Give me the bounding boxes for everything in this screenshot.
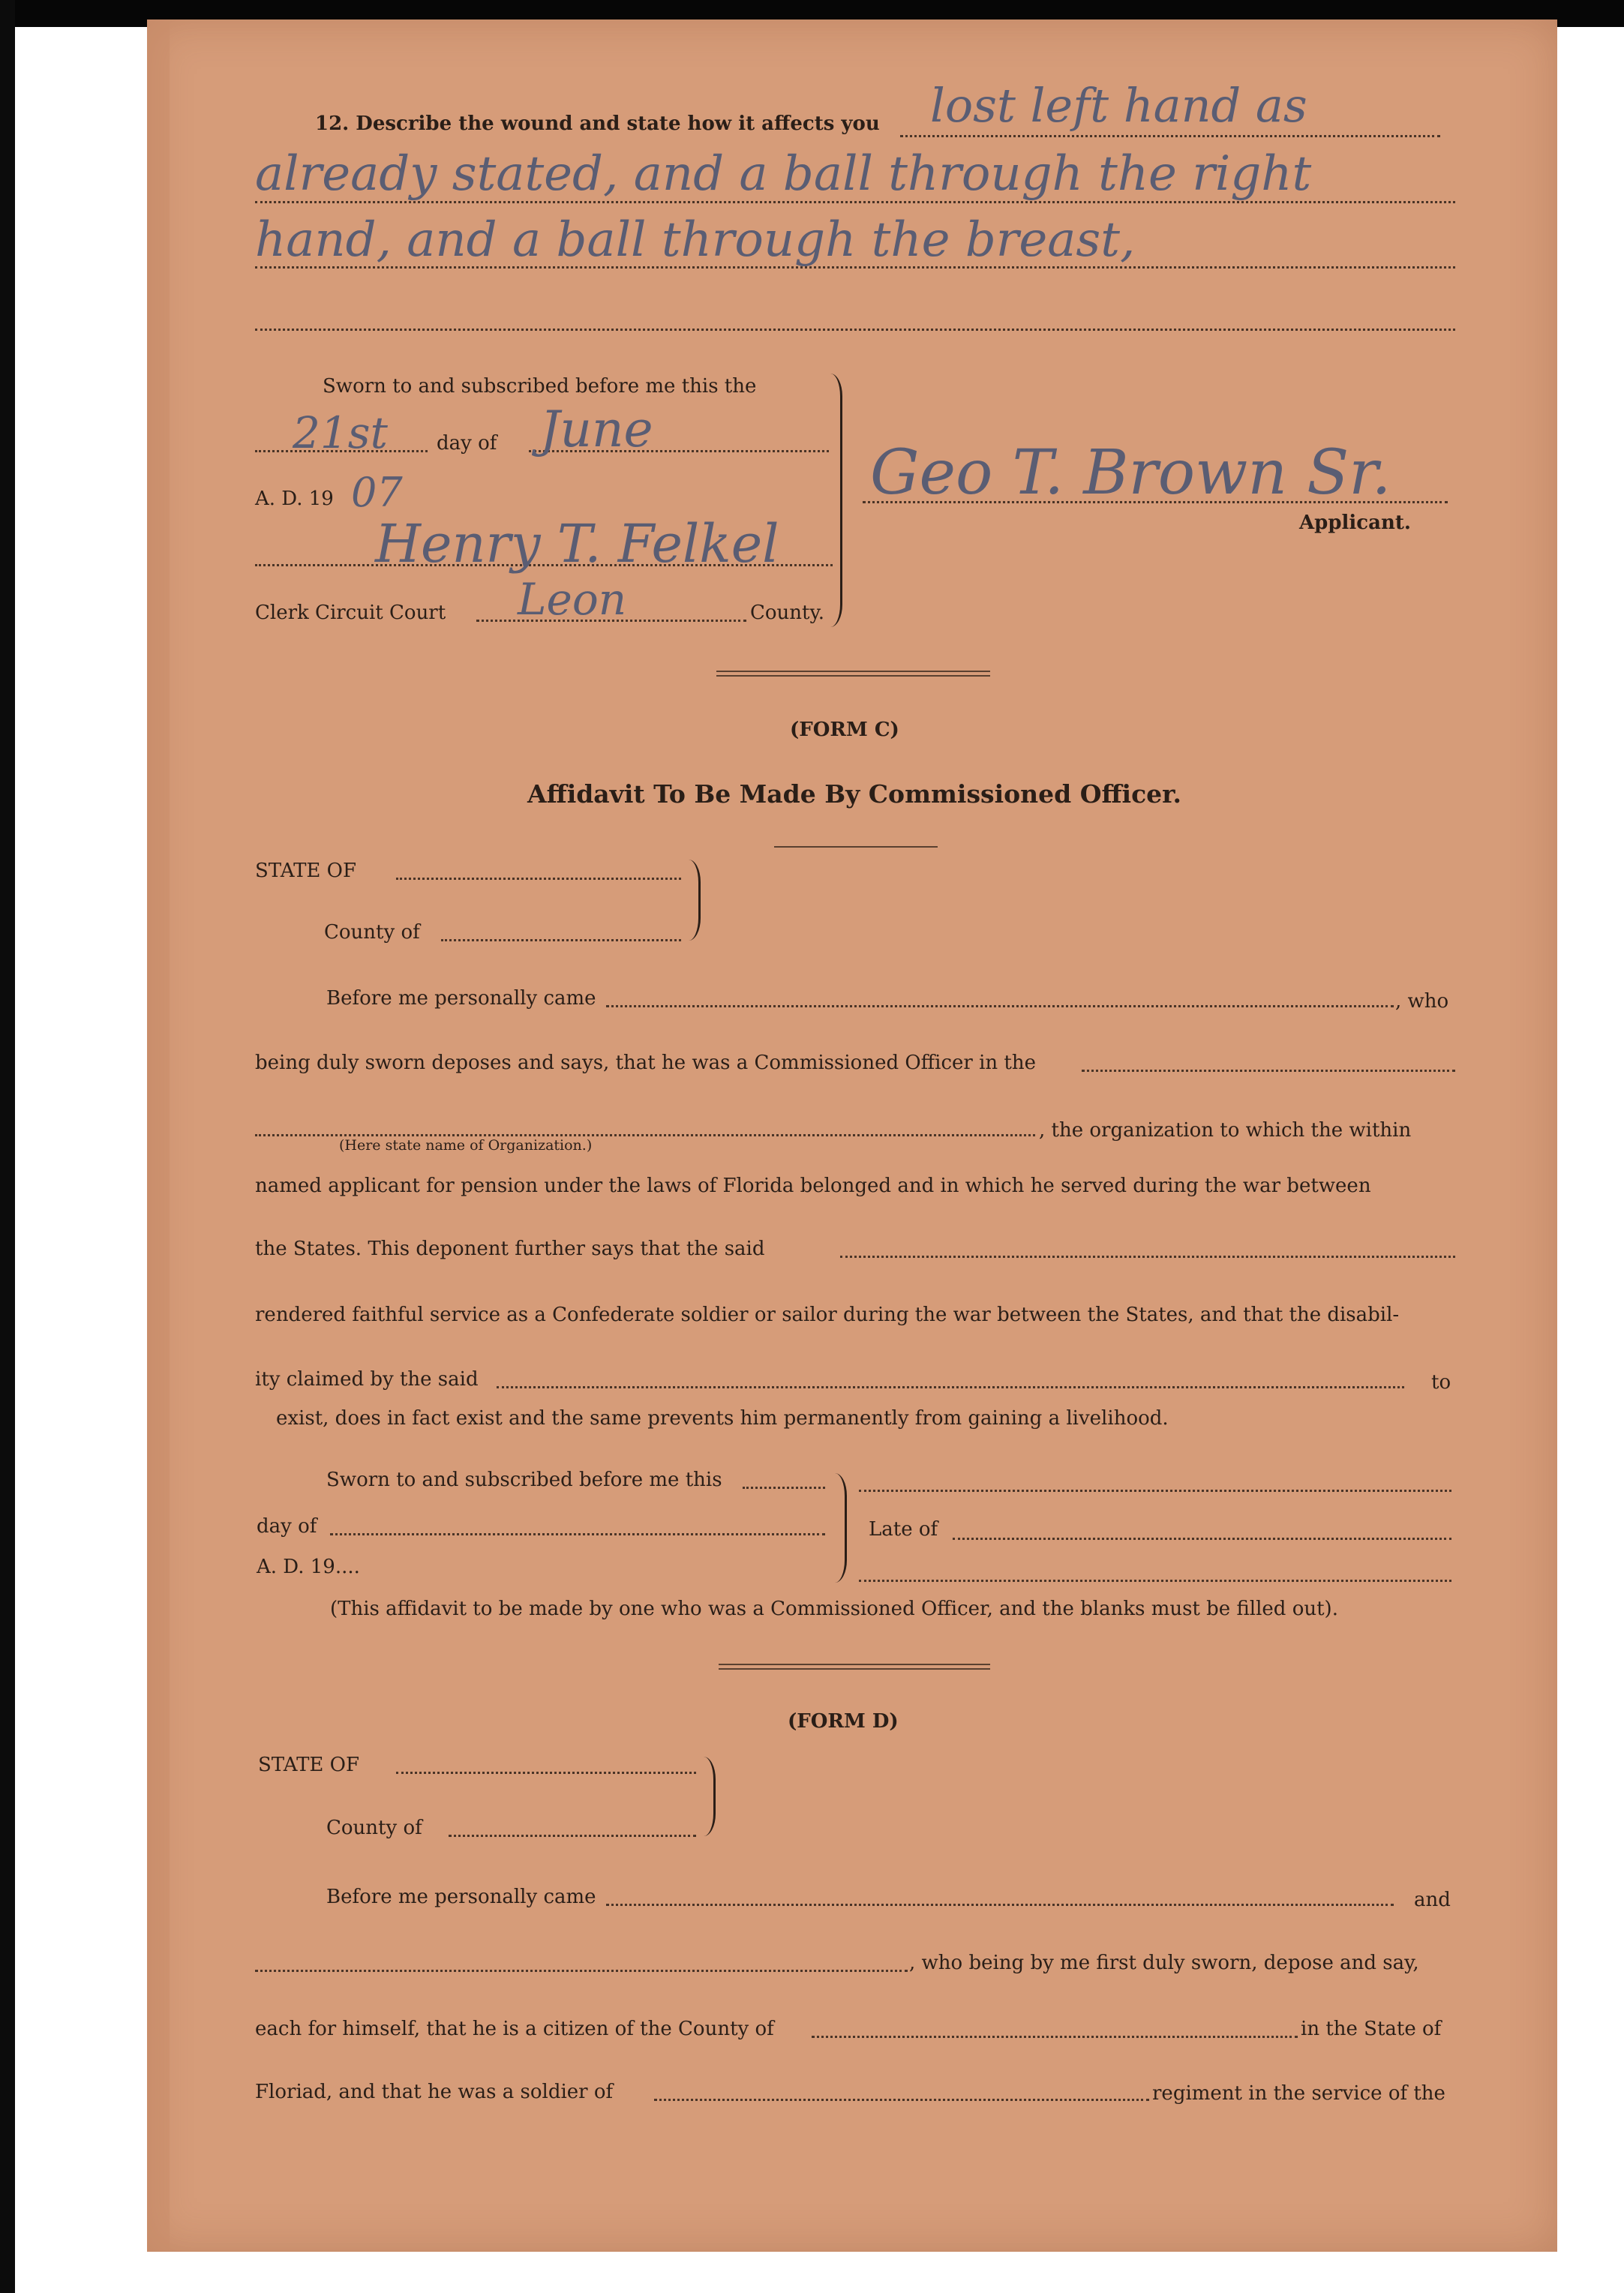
form-d-state-brace <box>701 1757 716 1836</box>
form-c-line6: rendered faithful service as a Confederate soldier or sailor during the war between the States, and that the disabil- <box>255 1304 1400 1326</box>
form-c-county-of: County of <box>324 921 420 944</box>
divider-rule-top-2 <box>716 675 990 677</box>
form-c-line2: being duly sworn deposes and says, that he was a Commissioned Officer in the <box>255 1052 1037 1074</box>
jurat-brace <box>825 374 842 627</box>
form-d-line4-end: regiment in the service of the <box>1152 2082 1445 2105</box>
form-c-heading: (FORM C) <box>790 719 899 741</box>
form-c-ad: A. D. 19.... <box>257 1556 360 1578</box>
jurat-ad-label: A. D. 19 <box>255 488 334 510</box>
form-d-line1-end: and <box>1414 1889 1451 1911</box>
jurat-year-value: 07 <box>351 469 403 516</box>
form-c-officer-line1 <box>859 1490 1451 1492</box>
form-c-line2-blank <box>1082 1070 1455 1072</box>
form-c-title-rule <box>774 846 938 848</box>
form-c-line3-end: , the organization to which the within <box>1039 1119 1412 1142</box>
q12-answer-line2: already stated, and a ball through the right <box>255 146 1312 202</box>
form-c-state-of: STATE OF <box>255 860 357 882</box>
form-c-late-of-blank <box>953 1538 1451 1540</box>
applicant-signature: Geo T. Brown Sr. <box>870 437 1391 509</box>
divider-rule-mid-2 <box>719 1668 990 1670</box>
form-c-line7-blank <box>497 1386 1404 1388</box>
q12-answer-line3: hand, and a ball through the breast, <box>255 212 1136 268</box>
form-c-line1-blank <box>606 1005 1394 1007</box>
form-c-county-line <box>441 939 681 941</box>
form-c-day-of: day of <box>257 1515 317 1538</box>
divider-rule-top-1 <box>716 671 990 672</box>
form-c-line3-blank <box>255 1134 1035 1136</box>
form-c-sworn-brace <box>833 1473 847 1583</box>
applicant-label: Applicant. <box>1299 512 1411 534</box>
q12-answer-line1: lost left hand as <box>930 78 1307 133</box>
form-c-line1: Before me personally came <box>326 987 596 1010</box>
form-c-line5-blank <box>840 1256 1455 1258</box>
form-d-line1-blank <box>606 1904 1394 1906</box>
form-c-line7-end: to <box>1431 1371 1451 1394</box>
clerk-county-value: Leon <box>518 574 627 625</box>
clerk-signature: Henry T. Felkel <box>375 513 779 575</box>
form-d-line4: Floriad, and that he was a soldier of <box>255 2081 614 2103</box>
form-c-sworn-blank <box>743 1487 825 1489</box>
form-c-officer-line3 <box>859 1580 1451 1582</box>
form-d-line1: Before me personally came <box>326 1886 596 1908</box>
q12-label: 12. Describe the wound and state how it affects you <box>315 113 880 135</box>
form-d-line2-end: , who being by me first duly sworn, depose and say, <box>909 1952 1419 1974</box>
jurat-day-value: 21st <box>293 407 388 458</box>
form-c-line4: named applicant for pension under the laws of Florida belonged and in which he served during the war between <box>255 1175 1371 1197</box>
form-d-line2-blank <box>255 1970 908 1972</box>
form-c-line1-end: , who <box>1395 990 1449 1013</box>
form-d-line3-end: in the State of <box>1301 2018 1442 2040</box>
form-d-heading: (FORM D) <box>788 1710 899 1733</box>
form-c-state-brace <box>686 860 701 941</box>
jurat-day-of: day of <box>437 432 497 455</box>
form-c-note: (This affidavit to be made by one who was a Commissioned Officer, and the blanks must be filled out). <box>330 1598 1338 1620</box>
form-d-line3-blank <box>812 2036 1298 2038</box>
scan-border-left <box>0 0 15 2293</box>
form-c-late-of: Late of <box>869 1518 938 1541</box>
form-c-sworn: Sworn to and subscribed before me this <box>326 1469 722 1491</box>
jurat-sworn-text: Sworn to and subscribed before me this the <box>323 375 757 398</box>
jurat-month-value: June <box>540 401 653 458</box>
form-d-line4-blank <box>654 2099 1149 2101</box>
clerk-county-label: County. <box>750 602 824 624</box>
divider-rule-mid-1 <box>719 1664 990 1665</box>
form-d-state-line <box>396 1772 696 1774</box>
form-d-county-of: County of <box>326 1817 422 1839</box>
q12-line4 <box>255 329 1455 331</box>
form-c-line3-note: (Here state name of Organization.) <box>339 1137 593 1154</box>
form-c-state-line <box>396 878 681 880</box>
form-d-line3: each for himself, that he is a citizen of the County of <box>255 2018 774 2040</box>
clerk-label: Clerk Circuit Court <box>255 602 446 624</box>
form-d-state-of: STATE OF <box>258 1754 360 1776</box>
form-d-county-line <box>449 1835 696 1837</box>
form-c-line5: the States. This deponent further says that the said <box>255 1238 765 1260</box>
q12-line1 <box>900 135 1440 137</box>
form-c-line8: exist, does in fact exist and the same prevents him permanently from gaining a livelihood. <box>276 1407 1169 1430</box>
form-c-title: Affidavit To Be Made By Commissioned Officer. <box>527 779 1182 809</box>
form-c-day-blank <box>330 1533 825 1535</box>
sheet-left-edge <box>147 20 170 2252</box>
form-c-line7: ity claimed by the said <box>255 1368 479 1391</box>
